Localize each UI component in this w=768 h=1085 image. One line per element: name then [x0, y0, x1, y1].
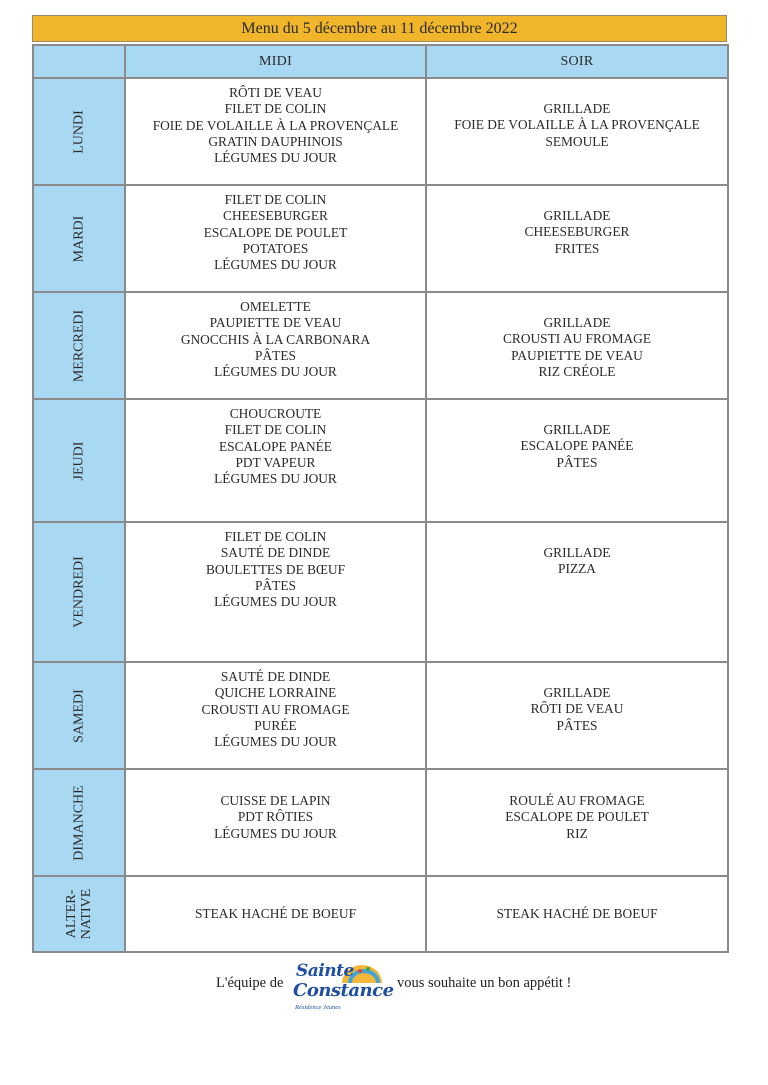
menu-item: FOIE DE VOLAILLE À LA PROVENÇALE [454, 117, 700, 133]
menu-item: RIZ [566, 825, 588, 841]
menu-item: CHEESEBURGER [524, 224, 630, 240]
day-label: LUNDI [71, 109, 87, 154]
menu-item: GNOCCHIS À LA CARBONARA [180, 331, 371, 347]
menu-item: POTATOES [242, 240, 309, 256]
menu-item: RÔTI DE VEAU [530, 701, 624, 717]
menu-item: BOULETTES DE BŒUF [205, 561, 346, 577]
menu-sheet [32, 15, 727, 953]
day-label: SAMEDI [71, 688, 87, 743]
midi-cell [125, 185, 426, 292]
day-row [33, 185, 728, 292]
day-label-cell [33, 292, 125, 399]
soir-cell [426, 78, 728, 185]
menu-item: FILET DE COLIN [224, 101, 327, 117]
menu-item: LÉGUMES DU JOUR [214, 257, 337, 273]
day-label-cell [33, 522, 125, 662]
day-row [33, 399, 728, 522]
menu-item: LÉGUMES DU JOUR [214, 364, 337, 380]
menu-item: PDT VAPEUR [235, 454, 316, 470]
menu-item: SAUTÉ DE DINDE [220, 669, 331, 684]
logo-subtitle: Résidence Jeunes [295, 1004, 341, 1011]
menu-item: ESCALOPE DE POULET [505, 809, 649, 825]
menu-item: GRILLADE [543, 422, 611, 437]
day-label-cell [33, 769, 125, 876]
menu-item: GRILLADE [543, 545, 611, 560]
day-label-cell [33, 662, 125, 769]
midi-cell [125, 78, 426, 185]
menu-item: GRATIN DAUPHINOIS [208, 133, 343, 149]
sainte-constance-logo [290, 957, 394, 1019]
day-label-cell [33, 185, 125, 292]
menu-item: QUICHE LORRAINE [214, 685, 337, 701]
menu-item: FRITES [554, 240, 600, 256]
logo-text-line2: Constance [293, 980, 394, 1001]
day-label: VENDREDI [71, 556, 87, 628]
menu-item: ESCALOPE DE POULET [203, 224, 348, 240]
menu-item: PÂTES [255, 347, 296, 363]
menu-item: GRILLADE [543, 315, 611, 330]
day-label: MERCREDI [71, 309, 87, 382]
soir-cell [426, 662, 728, 769]
day-label: MARDI [71, 215, 87, 262]
menu-item: PDT RÔTIES [237, 809, 314, 825]
menu-item: LÉGUMES DU JOUR [214, 594, 337, 610]
menu-item: OMELETTE [240, 299, 311, 314]
day-row [33, 522, 728, 662]
footer-text-after: vous souhaite un bon appétit ! [397, 975, 572, 991]
midi-cell [125, 522, 426, 662]
column-header-soir: SOIR [426, 45, 728, 78]
midi-cell [125, 292, 426, 399]
column-header-midi: MIDI [125, 45, 426, 78]
menu-item: GRILLADE [543, 101, 611, 116]
day-label-cell [33, 399, 125, 522]
menu-item: CROUSTI AU FROMAGE [201, 701, 350, 717]
menu-table [32, 44, 729, 953]
menu-item: STEAK HACHÉ DE BOEUF [194, 905, 357, 921]
midi-cell [125, 769, 426, 876]
menu-item: FILET DE COLIN [224, 529, 327, 544]
menu-item: FILET DE COLIN [224, 192, 327, 207]
day-label: JEUDI [71, 441, 87, 480]
menu-item: SEMOULE [545, 133, 609, 149]
menu-item: GRILLADE [543, 208, 611, 223]
alternative-row [33, 876, 728, 952]
day-label-cell [33, 78, 125, 185]
menu-item: GRILLADE [543, 685, 611, 700]
menu-item: ESCALOPE PANÉE [520, 438, 634, 454]
menu-item: FOIE DE VOLAILLE À LA PROVENÇALE [152, 117, 399, 133]
alternative-soir-cell [426, 876, 728, 952]
menu-item: PIZZA [558, 561, 596, 577]
menu-item: PAUPIETTE DE VEAU [511, 347, 643, 363]
menu-title: Menu du 5 décembre au 11 décembre 2022 [32, 15, 727, 42]
menu-item: FILET DE COLIN [224, 422, 327, 438]
menu-item: RIZ CRÉOLE [538, 363, 616, 379]
menu-item: CHOUCROUTE [229, 406, 322, 421]
menu-item: CROUSTI AU FROMAGE [502, 331, 652, 347]
menu-item: RÔTI DE VEAU [229, 85, 322, 100]
menu-item: PÂTES [556, 454, 598, 470]
menu-item: PÂTES [255, 577, 296, 593]
menu-item: PAUPIETTE DE VEAU [209, 315, 342, 331]
menu-item: LÉGUMES DU JOUR [214, 825, 337, 841]
day-row [33, 662, 728, 769]
midi-cell [125, 662, 426, 769]
menu-item: ESCALOPE PANÉE [219, 438, 332, 454]
menu-item: LÉGUMES DU JOUR [214, 150, 337, 166]
menu-item: LÉGUMES DU JOUR [214, 734, 337, 750]
soir-cell [426, 185, 728, 292]
menu-item: ROULÉ AU FROMAGE [509, 793, 645, 808]
soir-cell [426, 522, 728, 662]
menu-item: CHEESEBURGER [223, 208, 328, 224]
menu-item: CUISSE DE LAPIN [220, 793, 331, 808]
day-row [33, 78, 728, 185]
alternative-label-line2: NATIVE [79, 888, 94, 940]
soir-cell [426, 292, 728, 399]
soir-cell [426, 399, 728, 522]
alternative-label-cell [33, 876, 125, 952]
menu-item: LÉGUMES DU JOUR [214, 471, 337, 487]
midi-cell [125, 399, 426, 522]
menu-item: PÂTES [556, 717, 598, 733]
corner-cell [33, 45, 125, 78]
menu-item: PURÉE [254, 717, 297, 733]
menu-item: SAUTÉ DE DINDE [220, 545, 331, 561]
logo-text-line1: Sainte [296, 961, 354, 981]
alternative-label-line1: ALTER- [64, 889, 79, 939]
alternative-midi-cell [125, 876, 426, 952]
footer [0, 957, 768, 1027]
menu-item: STEAK HACHÉ DE BOEUF [496, 905, 658, 921]
day-label: DIMANCHE [71, 784, 87, 861]
soir-cell [426, 769, 728, 876]
alternative-label [64, 889, 94, 940]
day-row [33, 292, 728, 399]
day-row [33, 769, 728, 876]
footer-text-before: L'équipe de [216, 975, 284, 991]
